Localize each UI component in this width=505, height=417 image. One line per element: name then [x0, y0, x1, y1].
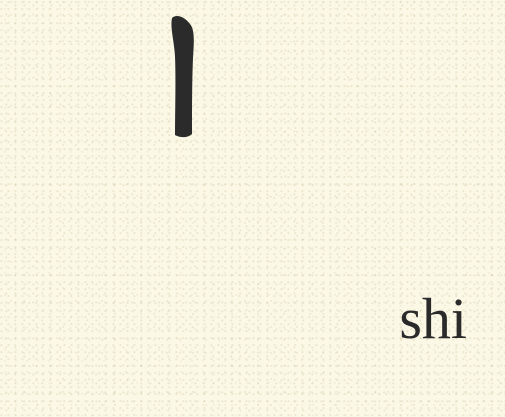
vertical-stroke-icon [160, 10, 210, 145]
pinyin-label: shi [399, 286, 467, 351]
stroke-path [171, 16, 193, 137]
